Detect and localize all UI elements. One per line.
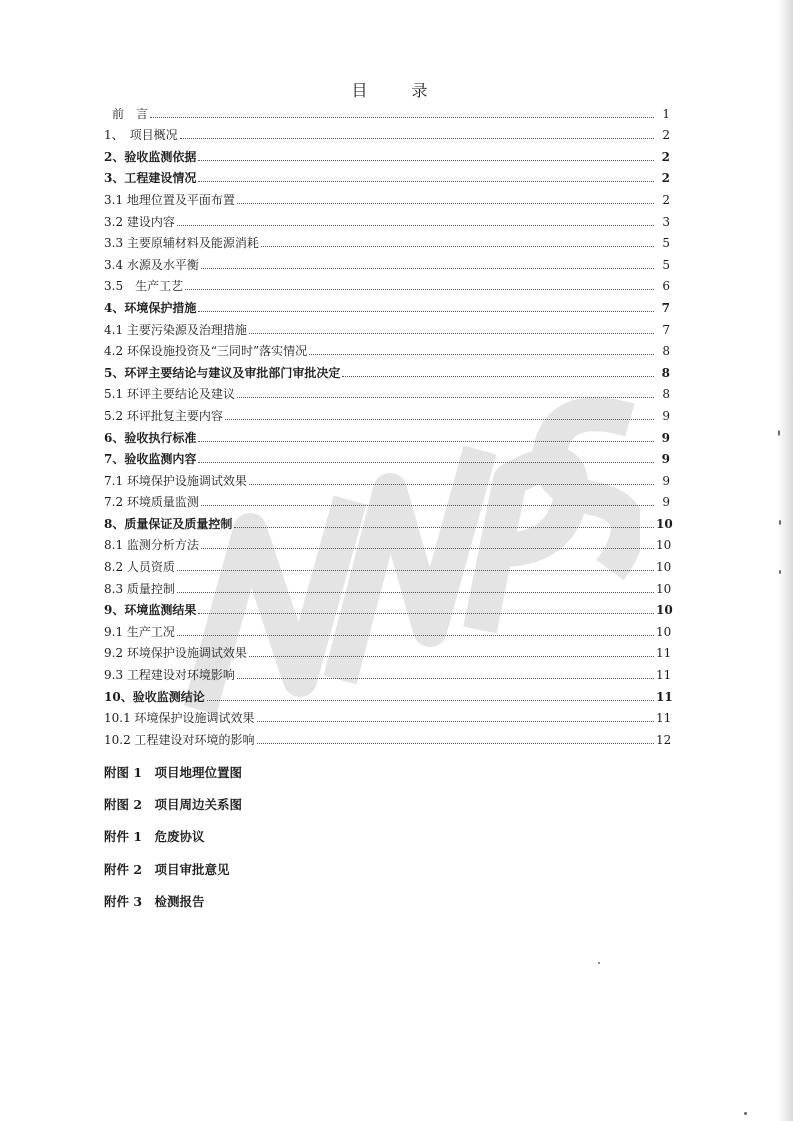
toc-entry-page: 2	[661, 149, 670, 164]
toc-entry-label: 3.4 水源及水平衡	[104, 257, 199, 272]
toc-entry	[104, 164, 670, 186]
toc-entry-label: 5.2 环评批复主要内容	[104, 408, 223, 423]
toc-leader-dots	[198, 441, 654, 442]
toc-leader-dots	[198, 613, 654, 614]
toc-entry-page: 9	[662, 473, 670, 488]
toc-entry	[104, 445, 670, 467]
toc-leader-dots	[225, 419, 654, 420]
toc-leader-dots	[198, 160, 654, 161]
toc-entry-page: 8	[662, 344, 670, 359]
toc-leader-dots	[201, 548, 654, 549]
toc-entry	[104, 574, 670, 596]
toc-leader-dots	[249, 484, 654, 485]
toc-entry-label: 3.5 生产工艺	[104, 279, 184, 294]
toc-entry-label: 9、环境监测结果	[104, 603, 197, 618]
toc-entry-label: 7.2 环境质量监测	[104, 495, 199, 510]
toc-entry	[104, 682, 673, 704]
attachment-item: 附件 1 危废协议	[104, 829, 205, 845]
toc-entry-page: 10	[656, 624, 672, 639]
toc-entry	[104, 380, 670, 402]
toc-leader-dots	[185, 289, 654, 290]
toc-entry	[104, 272, 670, 294]
toc-entry-label: 8、质量保证及质量控制	[104, 516, 233, 531]
toc-entry-label: 8.2 人员资质	[104, 560, 175, 575]
toc-entry-page: 9	[662, 495, 670, 510]
toc-entry	[104, 121, 670, 143]
toc-entry	[104, 293, 670, 315]
toc-leader-dots	[237, 678, 654, 679]
toc-entry-page: 8	[661, 365, 670, 380]
toc-entry-label: 7.1 环境保护设施调试效果	[104, 473, 247, 488]
toc-entry-label: 前 言	[112, 106, 149, 121]
toc-entry-label: 7、验收监测内容	[104, 452, 197, 467]
toc-entry-page: 2	[662, 192, 670, 207]
toc-entry-label: 1、 项目概况	[104, 128, 178, 143]
toc-leader-dots	[198, 311, 654, 312]
toc-entry-page: 11	[656, 689, 673, 704]
toc-entry	[104, 185, 670, 207]
toc-entry-page: 10	[656, 516, 673, 531]
attachment-item: 附件 2 项目审批意见	[104, 861, 230, 877]
toc-entry-label: 6、验收执行标准	[104, 430, 197, 445]
toc-leader-dots	[150, 117, 654, 118]
scan-speck	[779, 570, 781, 574]
toc-entry	[104, 596, 673, 618]
attachment-item: 附图 2 项目周边关系图	[104, 797, 243, 813]
toc-entry-label: 9.1 生产工况	[104, 624, 175, 639]
toc-entry-page: 8	[662, 387, 670, 402]
toc-leader-dots	[257, 721, 654, 722]
toc-leader-dots	[342, 376, 654, 377]
toc-entry-page: 6	[662, 279, 670, 294]
table-of-contents	[104, 99, 673, 747]
toc-entry-page: 11	[656, 711, 672, 726]
page-title: 目 录	[351, 81, 442, 100]
toc-entry-label: 3.2 建设内容	[104, 214, 175, 229]
toc-entry-page: 9	[661, 452, 670, 467]
toc-leader-dots	[177, 635, 654, 636]
toc-leader-dots	[249, 656, 654, 657]
toc-leader-dots	[309, 354, 654, 355]
toc-entry	[104, 315, 670, 337]
toc-entry	[104, 401, 670, 423]
toc-entry-label: 8.1 监测分析方法	[104, 538, 199, 553]
toc-entry	[104, 552, 670, 574]
toc-entry	[104, 660, 670, 682]
toc-leader-dots	[177, 225, 654, 226]
attachment-item: 附件 3 检测报告	[104, 893, 205, 909]
toc-entry-label: 3、工程建设情况	[104, 171, 197, 186]
toc-entry	[104, 617, 670, 639]
toc-entry-label: 10.1 环境保护设施调试效果	[104, 711, 255, 726]
toc-entry-page: 10	[656, 538, 672, 553]
toc-entry	[104, 488, 670, 510]
scan-speck	[598, 962, 600, 964]
toc-leader-dots	[180, 138, 654, 139]
toc-entry-page: 2	[661, 171, 670, 186]
toc-entry	[104, 509, 673, 531]
toc-leader-dots	[237, 203, 654, 204]
scan-speck	[778, 430, 780, 436]
toc-entry	[104, 531, 670, 553]
toc-entry-page: 2	[662, 128, 670, 143]
toc-leader-dots	[177, 570, 654, 571]
toc-entry	[104, 725, 670, 747]
toc-entry-page: 11	[656, 668, 672, 683]
toc-entry-page: 1	[662, 106, 670, 121]
toc-leader-dots	[261, 246, 654, 247]
toc-leader-dots	[207, 700, 654, 701]
toc-entry-page: 7	[662, 322, 670, 337]
toc-entry-label: 10、验收监测结论	[104, 689, 205, 704]
toc-entry-page: 12	[656, 732, 672, 747]
toc-entry-page: 3	[662, 214, 670, 229]
toc-entry-label: 8.3 质量控制	[104, 581, 175, 596]
scan-speck	[744, 1112, 747, 1115]
toc-entry	[104, 207, 670, 229]
toc-entry-page: 5	[662, 236, 670, 251]
toc-entry-page: 11	[656, 646, 672, 661]
scan-edge-shadow	[777, 0, 793, 1121]
toc-leader-dots	[237, 397, 654, 398]
toc-entry-page: 5	[662, 257, 670, 272]
toc-entry-label: 3.3 主要原辅材料及能源消耗	[104, 236, 259, 251]
toc-entry-label: 10.2 工程建设对环境的影响	[104, 732, 255, 747]
toc-leader-dots	[257, 743, 654, 744]
toc-entry-page: 9	[662, 408, 670, 423]
toc-entry	[104, 250, 670, 272]
toc-entry-label: 5.1 环评主要结论及建议	[104, 387, 235, 402]
toc-leader-dots	[198, 462, 654, 463]
toc-leader-dots	[249, 333, 654, 334]
toc-entry-page: 9	[661, 430, 670, 445]
scan-speck	[779, 520, 781, 525]
toc-entry-label: 2、验收监测依据	[104, 149, 197, 164]
toc-entry	[104, 639, 670, 661]
toc-leader-dots	[201, 268, 654, 269]
toc-entry	[104, 99, 670, 121]
toc-entry	[104, 423, 670, 445]
toc-entry-label: 3.1 地理位置及平面布置	[104, 192, 235, 207]
toc-entry-label: 4.1 主要污染源及治理措施	[104, 322, 247, 337]
toc-entry	[104, 337, 670, 359]
toc-leader-dots	[198, 181, 654, 182]
attachment-item: 附图 1 项目地理位置图	[104, 765, 243, 780]
attachment-list	[104, 763, 504, 924]
toc-leader-dots	[201, 505, 654, 506]
toc-entry	[104, 466, 670, 488]
toc-entry-label: 4.2 环保设施投资及“三同时”落实情况	[104, 344, 308, 359]
toc-entry-label: 4、环境保护措施	[104, 300, 197, 315]
toc-leader-dots	[177, 592, 654, 593]
toc-leader-dots	[234, 527, 654, 528]
toc-entry	[104, 229, 670, 251]
toc-entry-page: 10	[656, 581, 672, 596]
toc-entry-page: 7	[661, 300, 670, 315]
toc-entry-page: 10	[656, 560, 672, 575]
toc-entry-label: 5、环评主要结论与建议及审批部门审批决定	[104, 365, 341, 380]
toc-entry-page: 10	[656, 603, 673, 618]
toc-entry	[104, 704, 670, 726]
toc-entry-label: 9.2 环境保护设施调试效果	[104, 646, 247, 661]
toc-entry-label: 9.3 工程建设对环境影响	[104, 668, 235, 683]
toc-entry	[104, 358, 670, 380]
toc-entry	[104, 142, 670, 164]
